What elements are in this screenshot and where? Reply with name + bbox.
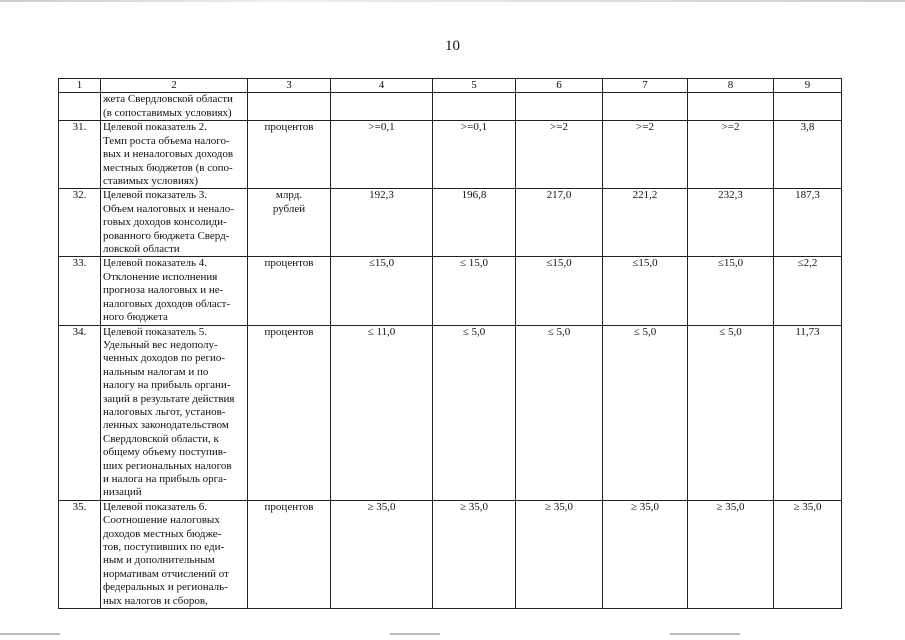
value-cell: 221,2 [603, 189, 688, 257]
header-cell: 2 [101, 79, 248, 93]
value-cell: ≥ 35,0 [774, 500, 842, 608]
indicator-name-cell: Целевой показатель 3. Объем налоговых и ненало- говых доходов консолиди- рованного бюджета Сверд- ловской области [101, 189, 248, 257]
indicator-name-cell: Целевой показатель 5. Удельный вес недополу- ченных доходов по регио- нальным налогам и по налогу на прибыль органи- заций в результате действия налоговых льгот, установ- ленных законодательством Свердловской области, к общему объему поступив- ших региональных налогов и налога на прибыль орга- низаций [101, 325, 248, 500]
unit-cell: процентов [248, 121, 331, 189]
unit-cell: процентов [248, 257, 331, 325]
value-cell: >=2 [688, 121, 774, 189]
scan-edge-bottom [0, 633, 60, 635]
value-cell: 196,8 [433, 189, 516, 257]
header-cell: 3 [248, 79, 331, 93]
value-cell: 232,3 [688, 189, 774, 257]
value-cell [433, 93, 516, 121]
header-cell: 6 [516, 79, 603, 93]
unit-cell: процентов [248, 325, 331, 500]
value-cell: 187,3 [774, 189, 842, 257]
table-row [59, 93, 842, 121]
value-cell: >=2 [516, 121, 603, 189]
scan-edge-bottom [390, 633, 440, 635]
unit-cell: процентов [248, 500, 331, 608]
value-cell: ≤15,0 [331, 257, 433, 325]
row-number-cell: 34. [59, 325, 101, 500]
indicator-name-cell: жета Свердловской области (в сопоставимых условиях) [101, 93, 248, 121]
table-row [59, 257, 842, 325]
value-cell: >=0,1 [331, 121, 433, 189]
value-cell: ≥ 35,0 [688, 500, 774, 608]
scan-edge-bottom [670, 633, 740, 635]
value-cell [331, 93, 433, 121]
value-cell: ≤2,2 [774, 257, 842, 325]
header-cell: 8 [688, 79, 774, 93]
table-row [59, 500, 842, 608]
page-number: 10 [445, 38, 460, 54]
header-cell: 9 [774, 79, 842, 93]
row-number-cell: 32. [59, 189, 101, 257]
indicators-table [58, 78, 842, 609]
indicator-name-cell: Целевой показатель 6. Соотношение налоговых доходов местных бюдже- тов, поступивших по еди- ным и дополнительным нормативам отчислений от федеральных и региональ- ных налогов и сборов, [101, 500, 248, 608]
scan-edge-top [0, 0, 905, 2]
header-cell: 5 [433, 79, 516, 93]
table-row [59, 121, 842, 189]
value-cell: ≤ 5,0 [516, 325, 603, 500]
value-cell: ≥ 35,0 [331, 500, 433, 608]
table-row [59, 325, 842, 500]
header-cell: 1 [59, 79, 101, 93]
value-cell: ≤15,0 [688, 257, 774, 325]
value-cell: >=2 [603, 121, 688, 189]
value-cell: ≤15,0 [603, 257, 688, 325]
value-cell: ≥ 35,0 [516, 500, 603, 608]
row-number-cell: 35. [59, 500, 101, 608]
value-cell: 3,8 [774, 121, 842, 189]
unit-cell: млрд. рублей [248, 189, 331, 257]
unit-cell [248, 93, 331, 121]
value-cell: ≥ 35,0 [433, 500, 516, 608]
indicator-name-cell: Целевой показатель 2. Темп роста объема налого- вых и неналоговых доходов местных бюджетов (в сопо- ставимых условиях) [101, 121, 248, 189]
value-cell: ≤ 5,0 [603, 325, 688, 500]
value-cell [603, 93, 688, 121]
table-row [59, 189, 842, 257]
value-cell: 192,3 [331, 189, 433, 257]
value-cell [774, 93, 842, 121]
value-cell: ≥ 35,0 [603, 500, 688, 608]
row-number-cell: 31. [59, 121, 101, 189]
value-cell: 11,73 [774, 325, 842, 500]
value-cell: ≤ 11,0 [331, 325, 433, 500]
value-cell: ≤15,0 [516, 257, 603, 325]
header-cell: 4 [331, 79, 433, 93]
value-cell: 217,0 [516, 189, 603, 257]
table-header-row [59, 79, 842, 93]
value-cell [688, 93, 774, 121]
value-cell: ≤ 15,0 [433, 257, 516, 325]
value-cell [516, 93, 603, 121]
header-cell: 7 [603, 79, 688, 93]
value-cell: >=0,1 [433, 121, 516, 189]
row-number-cell: 33. [59, 257, 101, 325]
value-cell: ≤ 5,0 [688, 325, 774, 500]
value-cell: ≤ 5,0 [433, 325, 516, 500]
row-number-cell [59, 93, 101, 121]
indicator-name-cell: Целевой показатель 4. Отклонение исполнения прогноза налоговых и не- налоговых доходов област- ного бюджета [101, 257, 248, 325]
